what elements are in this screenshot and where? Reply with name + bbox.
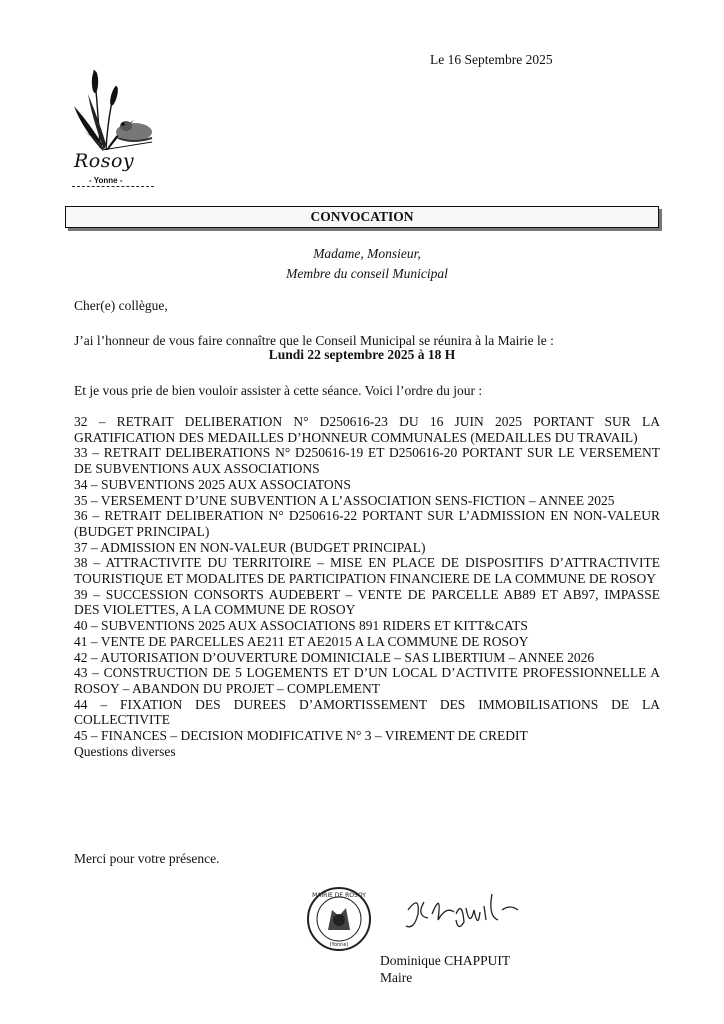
agenda-item: 45 – FINANCES – DECISION MODIFICATIVE N° 3 – VIREMENT DE CREDIT <box>74 728 528 744</box>
signature-icon <box>398 880 528 940</box>
agenda-item: 35 – VERSEMENT D’UNE SUBVENTION A L’ASSOCIATION SENS-FICTION – ANNEE 2025 <box>74 492 615 508</box>
svg-text:(Yonne): (Yonne) <box>329 942 349 948</box>
document-title: CONVOCATION <box>65 206 659 228</box>
agenda-item: 42 – AUTORISATION D’OUVERTURE DOMINICIALE – SAS LIBERTIUM – ANNEE 2026 <box>74 649 595 665</box>
signer-role: Maire <box>380 970 413 985</box>
greeting: Cher(e) collègue, <box>74 298 168 313</box>
svg-text:MAIRIE DE ROSOY: MAIRIE DE ROSOY <box>312 892 366 899</box>
intro-paragraph: J’ai l’honneur de vous faire connaître que le Conseil Municipal se réunira à la Mairie le : <box>74 333 554 348</box>
department-label: - Yonne - <box>89 176 123 185</box>
mairie-seal-icon <box>306 886 372 952</box>
addressee-block <box>0 244 724 284</box>
agenda-item: 40 – SUBVENTIONS 2025 AUX ASSOCIATIONS 891 RIDERS ET KITT&CATS <box>74 618 528 634</box>
agenda-item: 44 – FIXATION DES DUREES D’AMORTISSEMENT DES IMMOBILISATIONS DE LA COLLECTIVITE <box>74 696 660 728</box>
meeting-date: Lundi 22 septembre 2025 à 18 H <box>268 347 456 362</box>
agenda-item: 32 – RETRAIT DELIBERATION N° D250616-23 DU 16 JUIN 2025 PORTANT SUR LA GRATIFICATION DES MEDAILLES D’HONNEUR COMMUNALES (MEDAILLES DU TRAVAIL) <box>74 414 660 445</box>
agenda-item: 37 – ADMISSION EN NON-VALEUR (BUDGET PRINCIPAL) <box>74 539 426 555</box>
invite-paragraph: Et je vous prie de bien vouloir assister à cette séance. Voici l’ordre du jour : <box>74 383 483 398</box>
agenda-item: 36 – RETRAIT DELIBERATION N° D250616-22 PORTANT SUR L’ADMISSION EN NON-VALEUR (BUDGET PRINCIPAL) <box>74 508 660 539</box>
agenda-item: 39 – SUCCESSION CONSORTS AUDEBERT – VENTE DE PARCELLE AB89 ET AB97, IMPASSE DES VIOLETTES, A LA COMMUNE DE ROSOY <box>74 586 660 618</box>
signer-block <box>380 952 510 986</box>
letter-date: Le 16 Septembre 2025 <box>430 52 553 67</box>
agenda-list <box>74 414 660 759</box>
agenda-item: 33 – RETRAIT DELIBERATIONS N° D250616-19 ET D250616-20 PORTANT SUR LE VERSEMENT DE SUBVENTIONS AUX ASSOCIATIONS <box>74 445 660 477</box>
addressee-line-1: Madame, Monsieur, <box>313 246 421 261</box>
agenda-item: 41 – VENTE DE PARCELLES AE211 ET AE2015 A LA COMMUNE DE ROSOY <box>74 633 529 649</box>
agenda-item: 38 – ATTRACTIVITE DU TERRITOIRE – MISE EN PLACE DE DISPOSITIFS D’ATTRACTIVITE TOURISTIQUE ET MODALITES DE PARTICIPATION FINANCIERE DE LA COMMUNE DE ROSOY <box>74 555 660 587</box>
agenda-item-other: Questions diverses <box>74 743 176 759</box>
closing-line: Merci pour votre présence. <box>74 851 220 866</box>
addressee-line-2: Membre du conseil Municipal <box>286 266 448 281</box>
signer-name: Dominique CHAPPUIT <box>380 953 511 968</box>
town-name: Rosoy <box>74 150 135 172</box>
agenda-item: 34 – SUBVENTIONS 2025 AUX ASSOCIATONS <box>74 476 351 492</box>
logo-divider <box>72 186 154 187</box>
agenda-item: 43 – CONSTRUCTION DE 5 LOGEMENTS ET D’UN LOCAL D’ACTIVITE PROFESSIONNELLE A ROSOY – ABANDON DU PROJET – COMPLEMENT <box>74 665 660 696</box>
